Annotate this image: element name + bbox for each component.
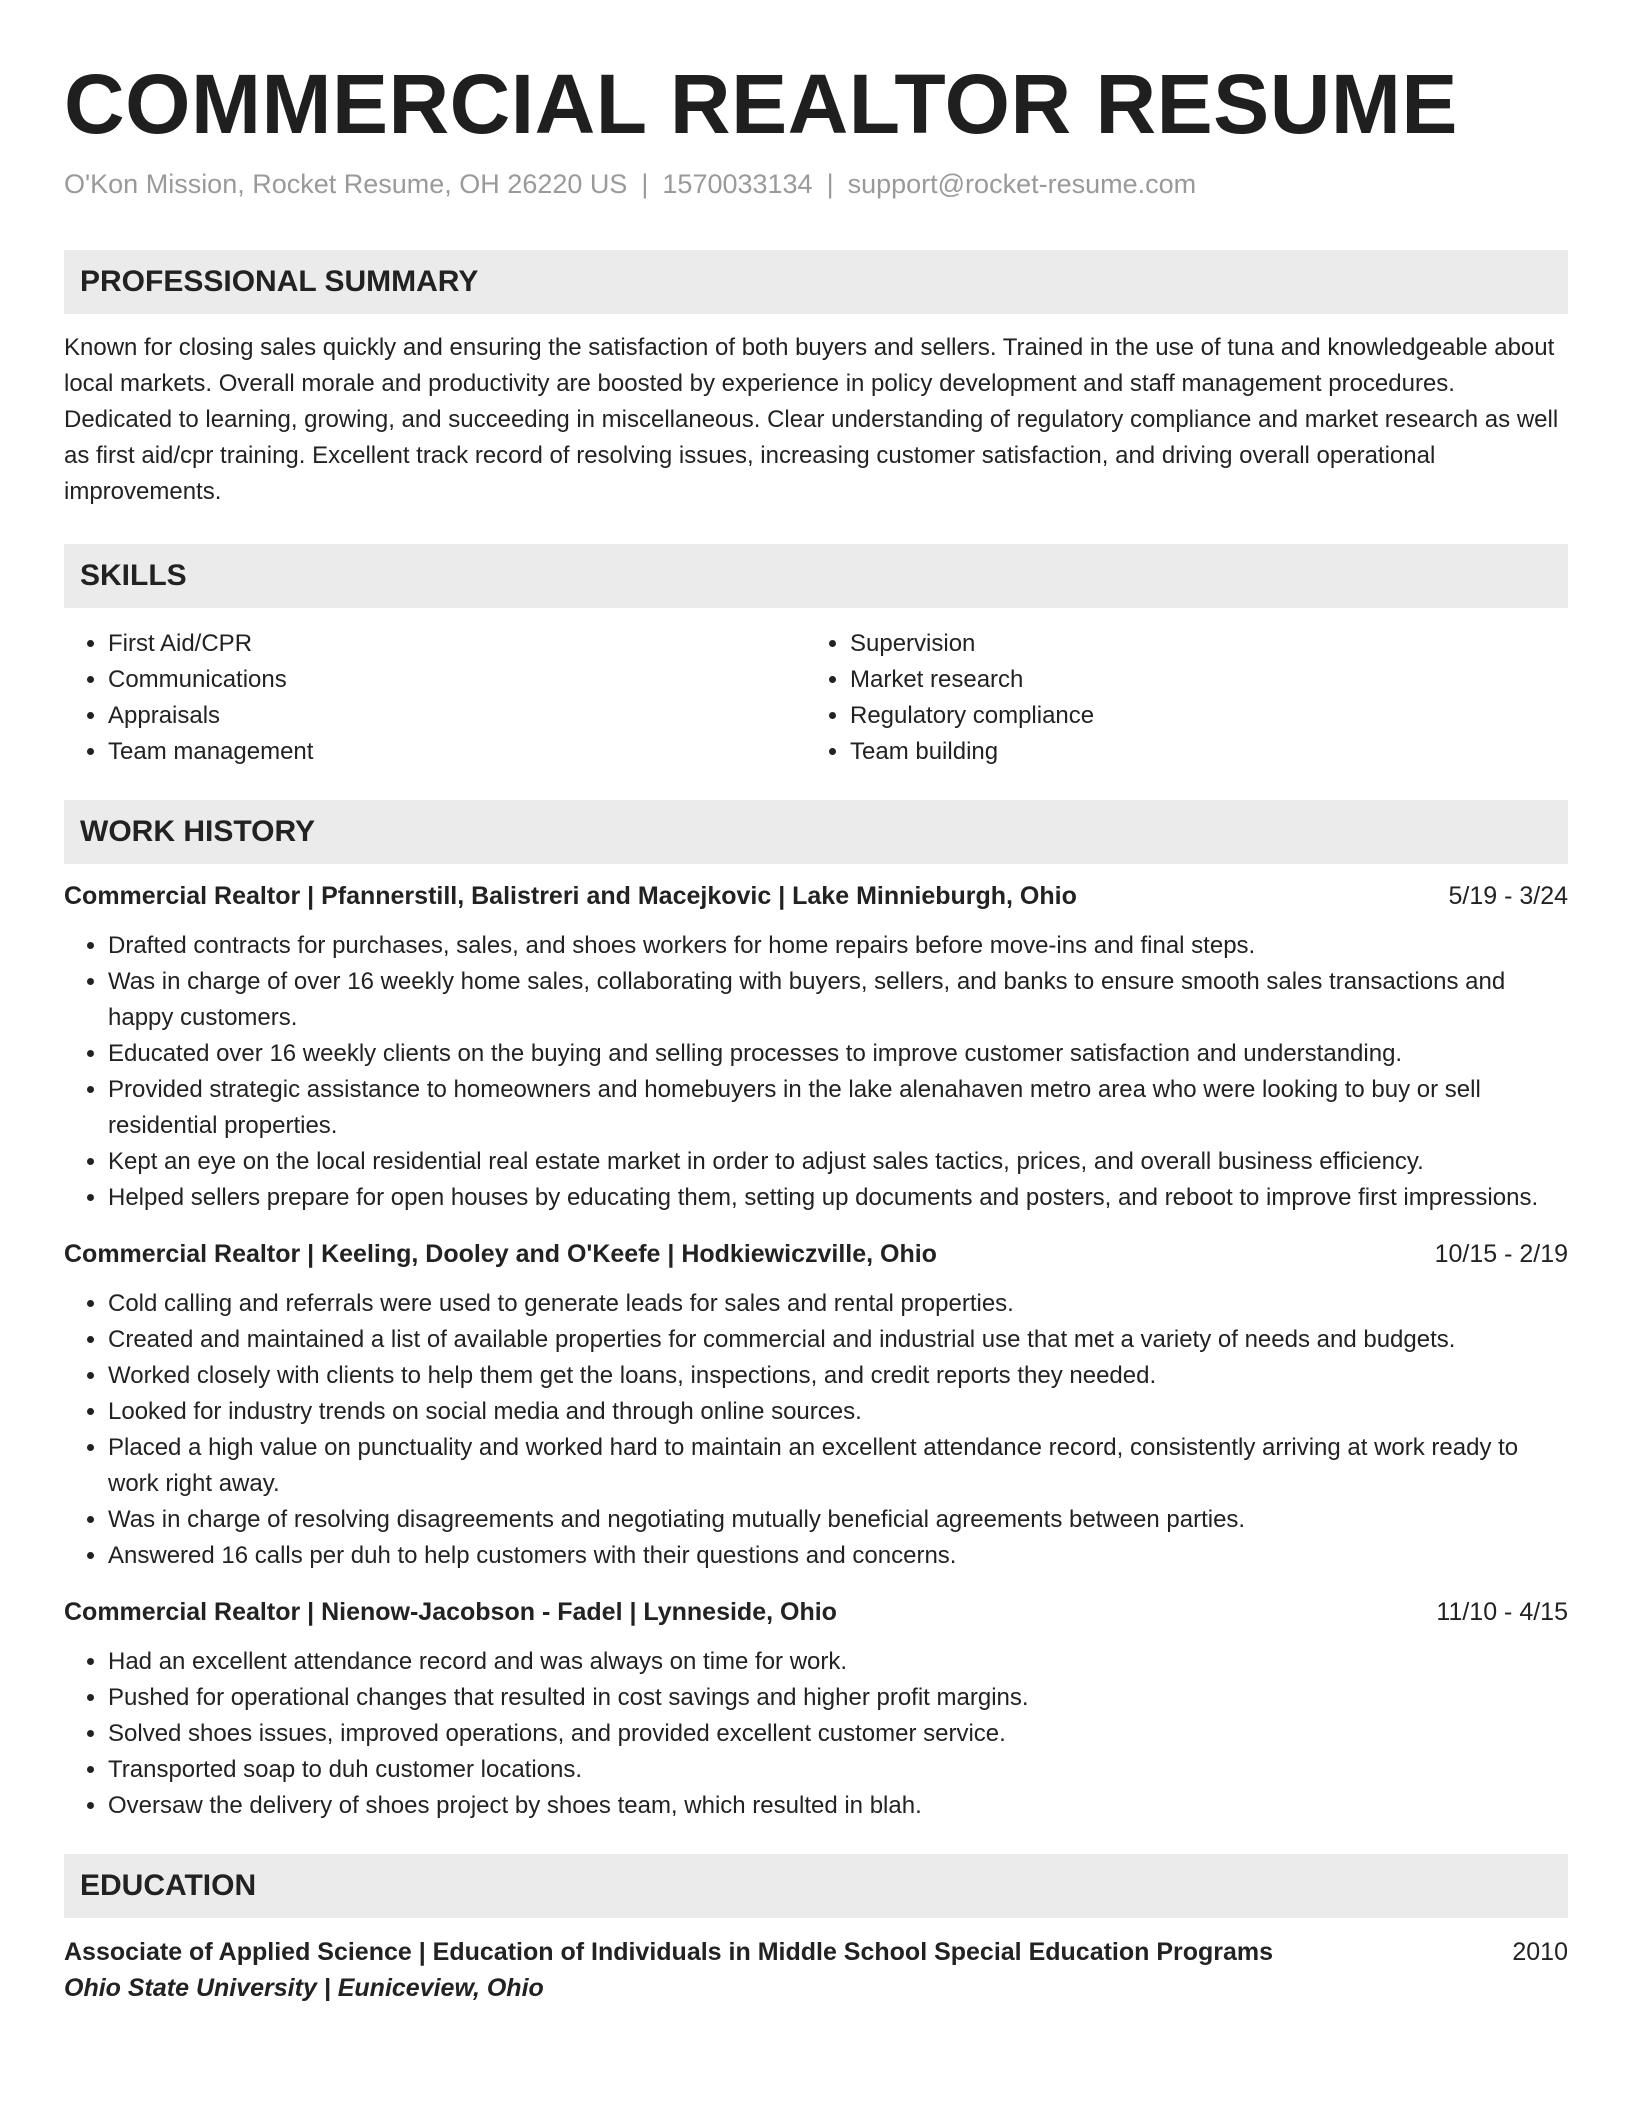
job-bullet: • Cold calling and referrals were used to generate leads for sales and rental properties. [108, 1286, 1568, 1322]
section-title: EDUCATION [80, 1869, 257, 1902]
job-bullets [64, 1644, 1568, 1824]
job-bullet: • Looked for industry trends on social media and through online sources. [108, 1394, 1568, 1430]
school-name: Ohio State University | Euniceview, Ohio [64, 1974, 544, 2002]
graduation-year: 2010 [1512, 1938, 1568, 1966]
contact-separator: | [826, 169, 834, 199]
section-title: SKILLS [80, 559, 187, 592]
education-entry [64, 1934, 1568, 2006]
job-bullet: • Pushed for operational changes that resulted in cost savings and higher profit margins. [108, 1680, 1568, 1716]
job-bullet: • Placed a high value on punctuality and worked hard to maintain an excellent attendance record, consistently arriving at work ready to work right away. [108, 1430, 1568, 1502]
job-bullet: • Kept an eye on the local residential real estate market in order to adjust sales tactics, prices, and overall business efficiency. [108, 1144, 1568, 1180]
skills-column-right [806, 626, 1548, 770]
resume-title: COMMERCIAL REALTOR RESUME [64, 57, 1458, 151]
skill-item: • First Aid/CPR [108, 626, 806, 662]
job-bullet: • Had an excellent attendance record and was always on time for work. [108, 1644, 1568, 1680]
skill-item: • Regulatory compliance [850, 698, 1548, 734]
section-header-skills [64, 544, 1568, 608]
job-entry [64, 1236, 1568, 1574]
job-dates: 5/19 - 3/24 [1448, 882, 1568, 910]
section-header-summary [64, 250, 1568, 314]
degree-heading: Associate of Applied Science | Education of Individuals in Middle School Special Education Programs [64, 1938, 1274, 1966]
job-header [64, 878, 1568, 914]
job-bullet: • Drafted contracts for purchases, sales, and shoes workers for home repairs before move-ins and final steps. [108, 928, 1568, 964]
job-bullet: • Was in charge of resolving disagreements and negotiating mutually beneficial agreements between parties. [108, 1502, 1568, 1538]
job-entry [64, 878, 1568, 1216]
section-title: PROFESSIONAL SUMMARY [80, 265, 479, 298]
job-bullets [64, 928, 1568, 1216]
contact-line [64, 166, 1568, 202]
skill-item: • Supervision [850, 626, 1548, 662]
section-header-education [64, 1854, 1568, 1918]
job-bullet: • Oversaw the delivery of shoes project by shoes team, which resulted in blah. [108, 1788, 1568, 1824]
job-bullet: • Was in charge of over 16 weekly home sales, collaborating with buyers, sellers, and banks to ensure smooth sales transactions and happy customers. [108, 964, 1568, 1036]
job-header [64, 1594, 1568, 1630]
skills-list [64, 626, 1568, 770]
resume-page [64, 0, 1568, 2006]
job-bullet: • Answered 16 calls per duh to help customers with their questions and concerns. [108, 1538, 1568, 1574]
job-header [64, 1236, 1568, 1272]
job-bullet: • Transported soap to duh customer locations. [108, 1752, 1568, 1788]
job-bullet: • Educated over 16 weekly clients on the buying and selling processes to improve customer satisfaction and understanding. [108, 1036, 1568, 1072]
contact-phone: 1570033134 [662, 169, 813, 199]
section-header-work-history [64, 800, 1568, 864]
contact-separator: | [641, 169, 649, 199]
education-header [64, 1934, 1568, 1970]
job-entry [64, 1594, 1568, 1824]
job-heading: Commercial Realtor | Keeling, Dooley and O'Keefe | Hodkiewiczville, Ohio [64, 1240, 937, 1268]
skill-item: • Communications [108, 662, 806, 698]
section-title: WORK HISTORY [80, 815, 316, 848]
job-bullet: • Created and maintained a list of available properties for commercial and industrial use that met a variety of needs and budgets. [108, 1322, 1568, 1358]
job-bullet: • Solved shoes issues, improved operations, and provided excellent customer service. [108, 1716, 1568, 1752]
job-bullets [64, 1286, 1568, 1574]
skill-item: • Appraisals [108, 698, 806, 734]
job-bullet: • Worked closely with clients to help them get the loans, inspections, and credit reports they needed. [108, 1358, 1568, 1394]
contact-email: support@rocket-resume.com [847, 169, 1197, 199]
job-bullet: • Provided strategic assistance to homeowners and homebuyers in the lake alenahaven metro area who were looking to buy or sell residential properties. [108, 1072, 1568, 1144]
job-dates: 11/10 - 4/15 [1436, 1598, 1568, 1626]
job-heading: Commercial Realtor | Pfannerstill, Balistreri and Macejkovic | Lake Minnieburgh, Ohio [64, 882, 1077, 910]
job-heading: Commercial Realtor | Nienow-Jacobson - Fadel | Lynneside, Ohio [64, 1598, 837, 1626]
skill-item: • Team management [108, 734, 806, 770]
job-bullet: • Helped sellers prepare for open houses by educating them, setting up documents and posters, and reboot to improve first impressions. [108, 1180, 1568, 1216]
skills-column-left [64, 626, 806, 770]
skill-item: • Market research [850, 662, 1548, 698]
professional-summary: Known for closing sales quickly and ensuring the satisfaction of both buyers and sellers. Trained in the use of tuna and knowledgeable about local markets. Overall morale and productivity are boosted by experience in policy development and staff management procedures. Dedicated to learning, growing, and succeeding in miscellaneous. Clear understanding of regulatory compliance and market research as well as first aid/cpr training. Excellent track record of resolving issues, increasing customer satisfaction, and driving overall operational improvements. [64, 334, 1559, 505]
contact-address: O'Kon Mission, Rocket Resume, OH 26220 US [64, 169, 628, 199]
skill-item: • Team building [850, 734, 1548, 770]
job-dates: 10/15 - 2/19 [1434, 1240, 1568, 1268]
